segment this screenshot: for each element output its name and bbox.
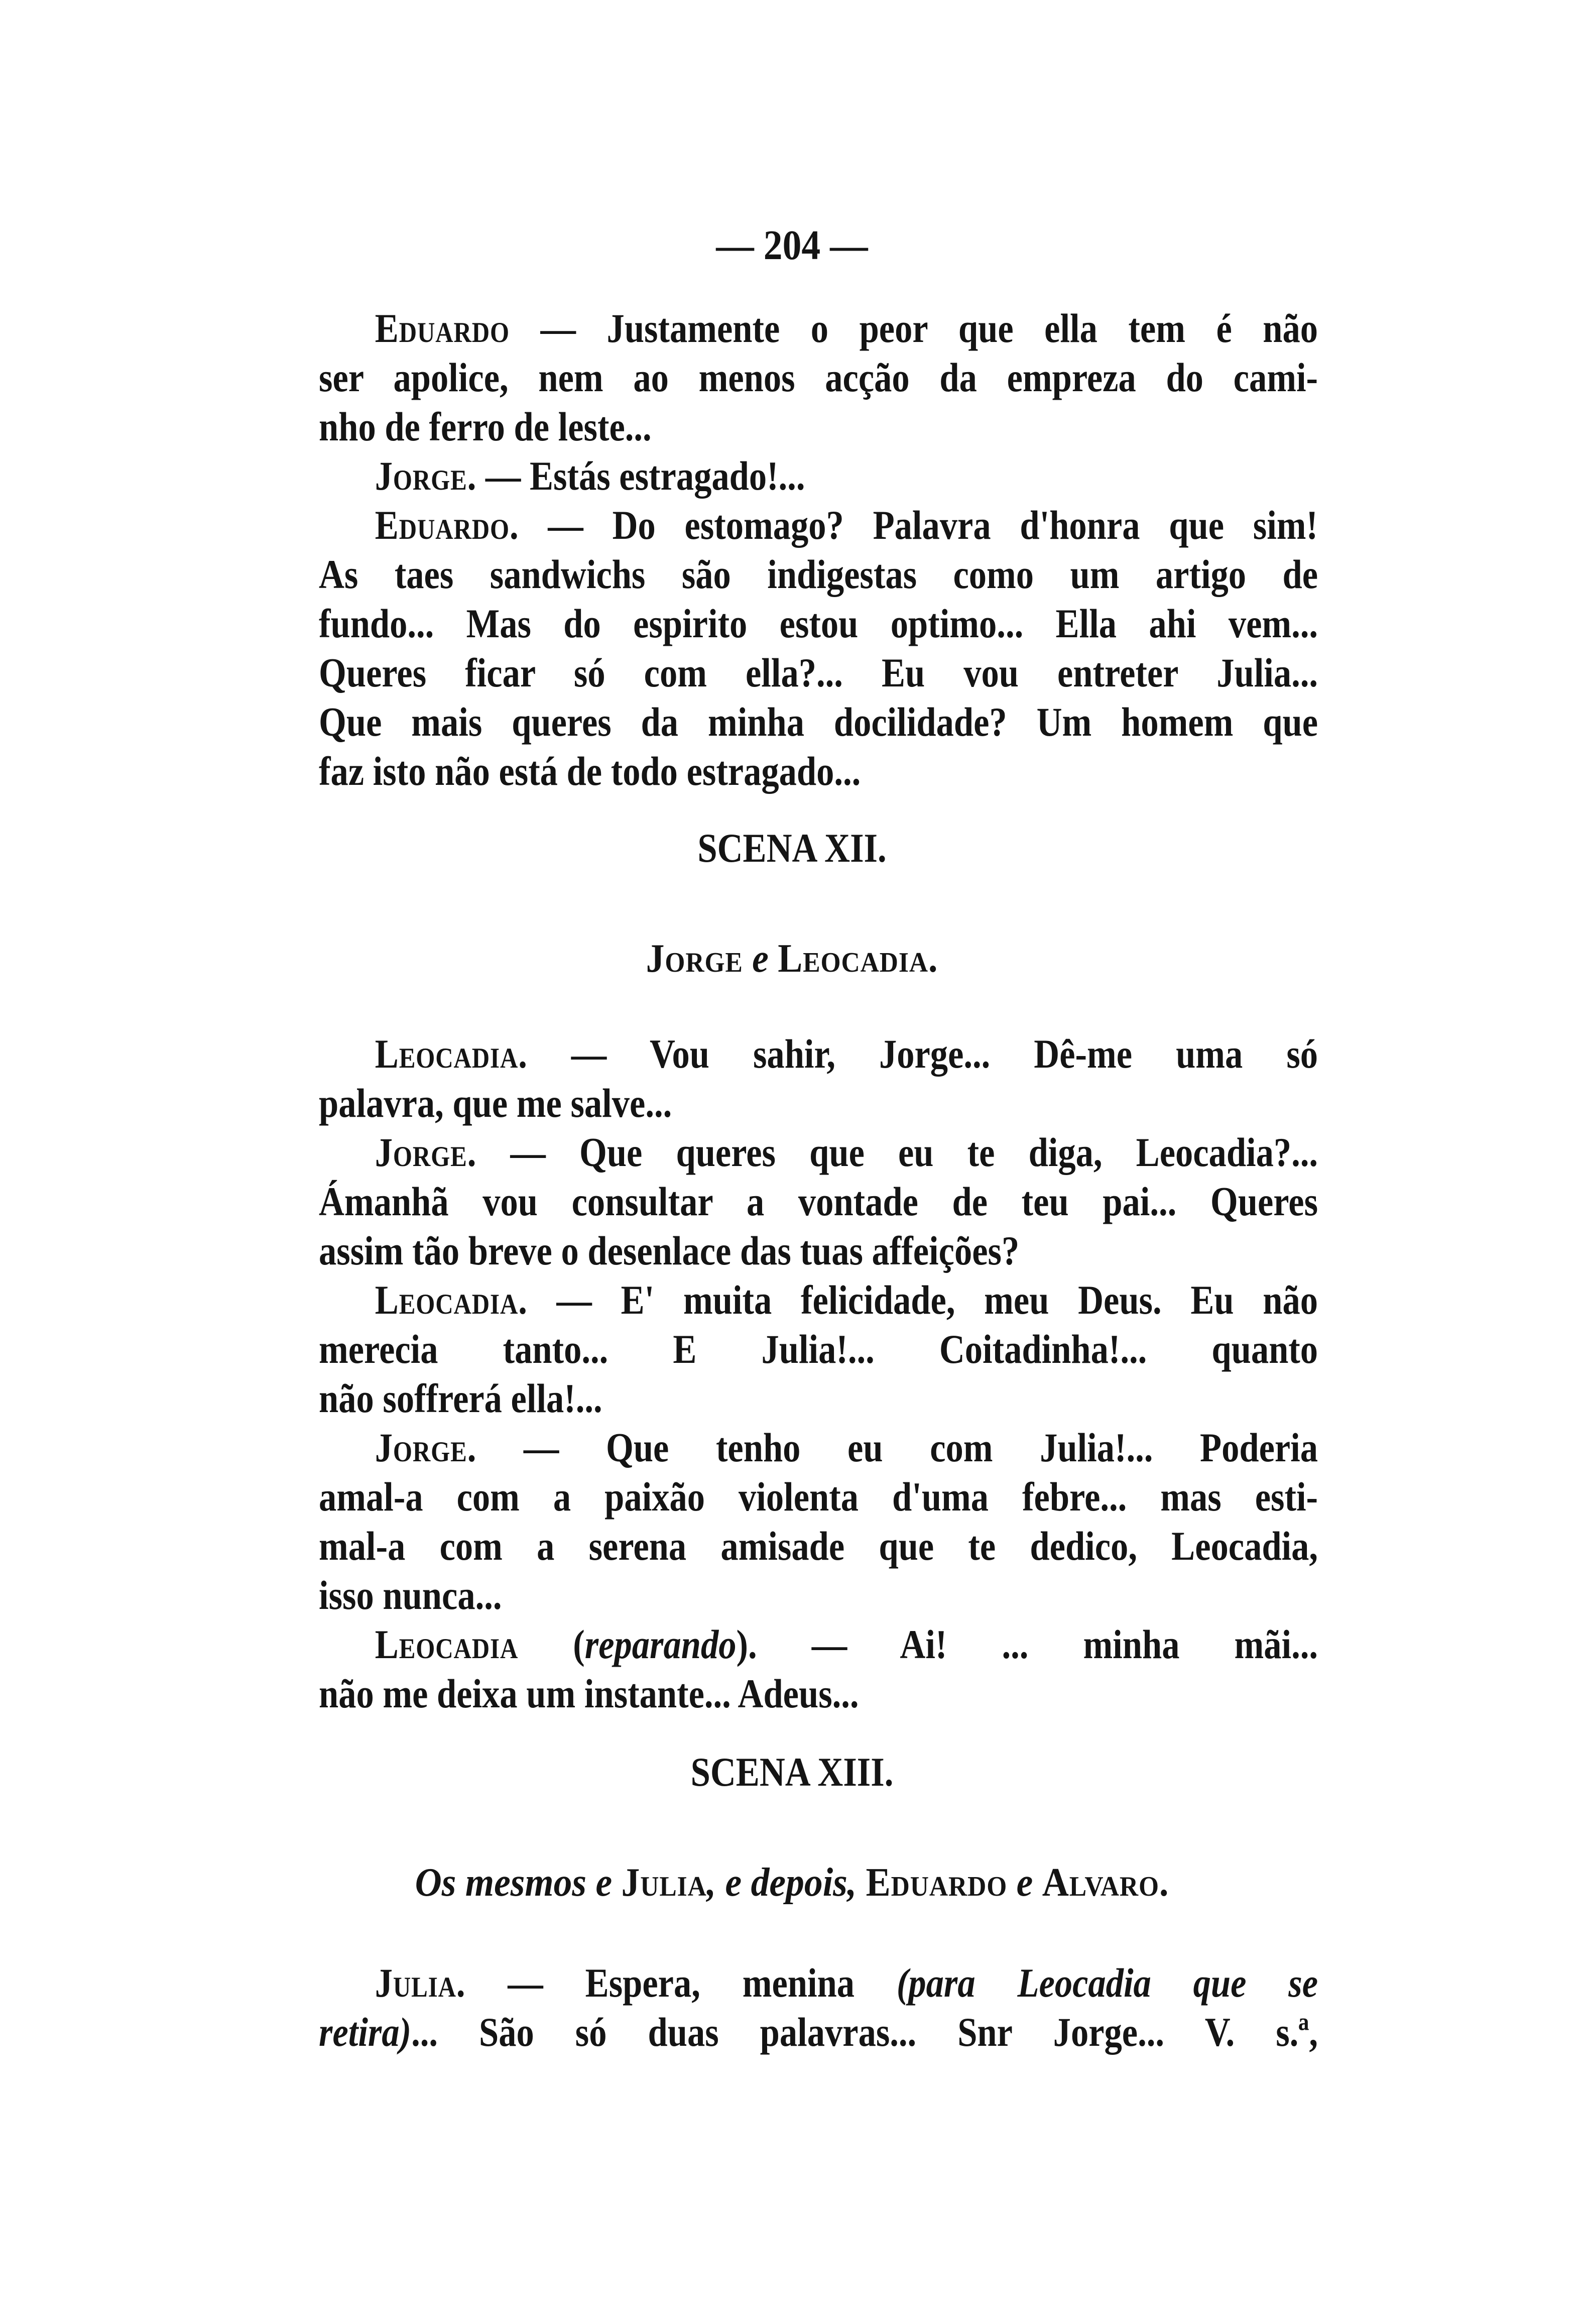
dialogue-line: Eduardo. — Do estomago? Palavra d'honra que sim! xyxy=(375,502,1318,548)
dialogue-line: As taes sandwichs são indigestas como um artigo de xyxy=(319,551,1318,597)
dialogue-line: Jorge. — Que queres que eu te diga, Leocadia?... xyxy=(375,1129,1318,1175)
speaker-name: Julia. xyxy=(375,1960,466,2006)
speaker-name: Eduardo xyxy=(375,305,510,351)
dialogue-line: retira)... São só duas palavras... Snr Jorge... V. s.ª, xyxy=(319,2009,1318,2055)
dialogue-line: faz isto não está de todo estragado... xyxy=(319,748,861,794)
dialogue-line: palavra, que me salve... xyxy=(319,1080,672,1126)
speaker-name: Leocadia xyxy=(375,1621,519,1667)
dialogue-line: fundo... Mas do espirito estou optimo... Ella ahi vem... xyxy=(319,601,1318,646)
dialogue-block-1 xyxy=(319,304,1318,796)
dialogue-line: Julia. — Espera, menina (para Leocadia que se xyxy=(375,1960,1318,2006)
scene-title: SCENA XIII. xyxy=(690,1749,894,1795)
speaker-name: Jorge. xyxy=(375,453,477,499)
dialogue-line: Queres ficar só com ella?... Eu vou entreter Julia... xyxy=(319,650,1318,695)
dialogue-line: não me deixa um instante... Adeus... xyxy=(319,1671,859,1716)
speaker-name: Leocadia. xyxy=(375,1031,528,1077)
page-number: — 204 — xyxy=(716,222,868,269)
speaker-name: Jorge. xyxy=(375,1425,477,1470)
dialogue-line: Jorge. — Que tenho eu com Julia!... Poderia xyxy=(375,1425,1318,1470)
dialogue-line: Eduardo — Justamente o peor que ella tem é não xyxy=(375,305,1318,351)
dialogue-line: Leocadia. — Vou sahir, Jorge... Dê-me uma só xyxy=(375,1031,1318,1077)
dialogue-line: Ámanhã vou consultar a vontade de teu pai... Queres xyxy=(319,1179,1318,1224)
dialogue-line: Leocadia (reparando). — Ai! ... minha mãi... xyxy=(375,1621,1318,1667)
dialogue-line: amal-a com a paixão violenta d'uma febre... mas esti- xyxy=(319,1474,1318,1520)
dialogue-line: nho de ferro de leste... xyxy=(319,404,652,449)
stage-direction: (para Leocadia que se xyxy=(896,1960,1318,2006)
dialogue-line: mal-a com a serena amisade que te dedico, Leocadia, xyxy=(319,1523,1318,1569)
dialogue-block-2 xyxy=(319,1029,1318,1718)
scene-persons: Os mesmos e Julia, e depois, Eduardo e Alvaro. xyxy=(415,1861,1169,1905)
dialogue-line: merecia tanto... E Julia!... Coitadinha!... quanto xyxy=(319,1326,1318,1372)
dialogue-line: Jorge. — Estás estragado!... xyxy=(375,453,805,499)
dialogue-line: ser apolice, nem ao menos acção da empreza do cami- xyxy=(319,355,1318,400)
scene-persons: Jorge e Leocadia. xyxy=(646,937,938,981)
dialogue-line: assim tão breve o desenlace das tuas affeições? xyxy=(319,1228,1020,1273)
stage-direction: reparando xyxy=(584,1621,737,1667)
stage-direction: retira) xyxy=(319,2009,412,2055)
dialogue-line: Que mais queres da minha docilidade? Um homem que xyxy=(319,699,1318,745)
speaker-name: Leocadia. xyxy=(375,1277,528,1323)
dialogue-block-3 xyxy=(319,1958,1318,2057)
speaker-name: Eduardo. xyxy=(375,502,519,548)
dialogue-line: isso nunca... xyxy=(319,1572,502,1618)
speaker-name: Jorge. xyxy=(375,1129,477,1175)
scene-title: SCENA XII. xyxy=(697,825,887,871)
dialogue-line: Leocadia. — E' muita felicidade, meu Deus. Eu não xyxy=(375,1277,1318,1323)
dialogue-line: não soffrerá ella!... xyxy=(319,1375,602,1421)
